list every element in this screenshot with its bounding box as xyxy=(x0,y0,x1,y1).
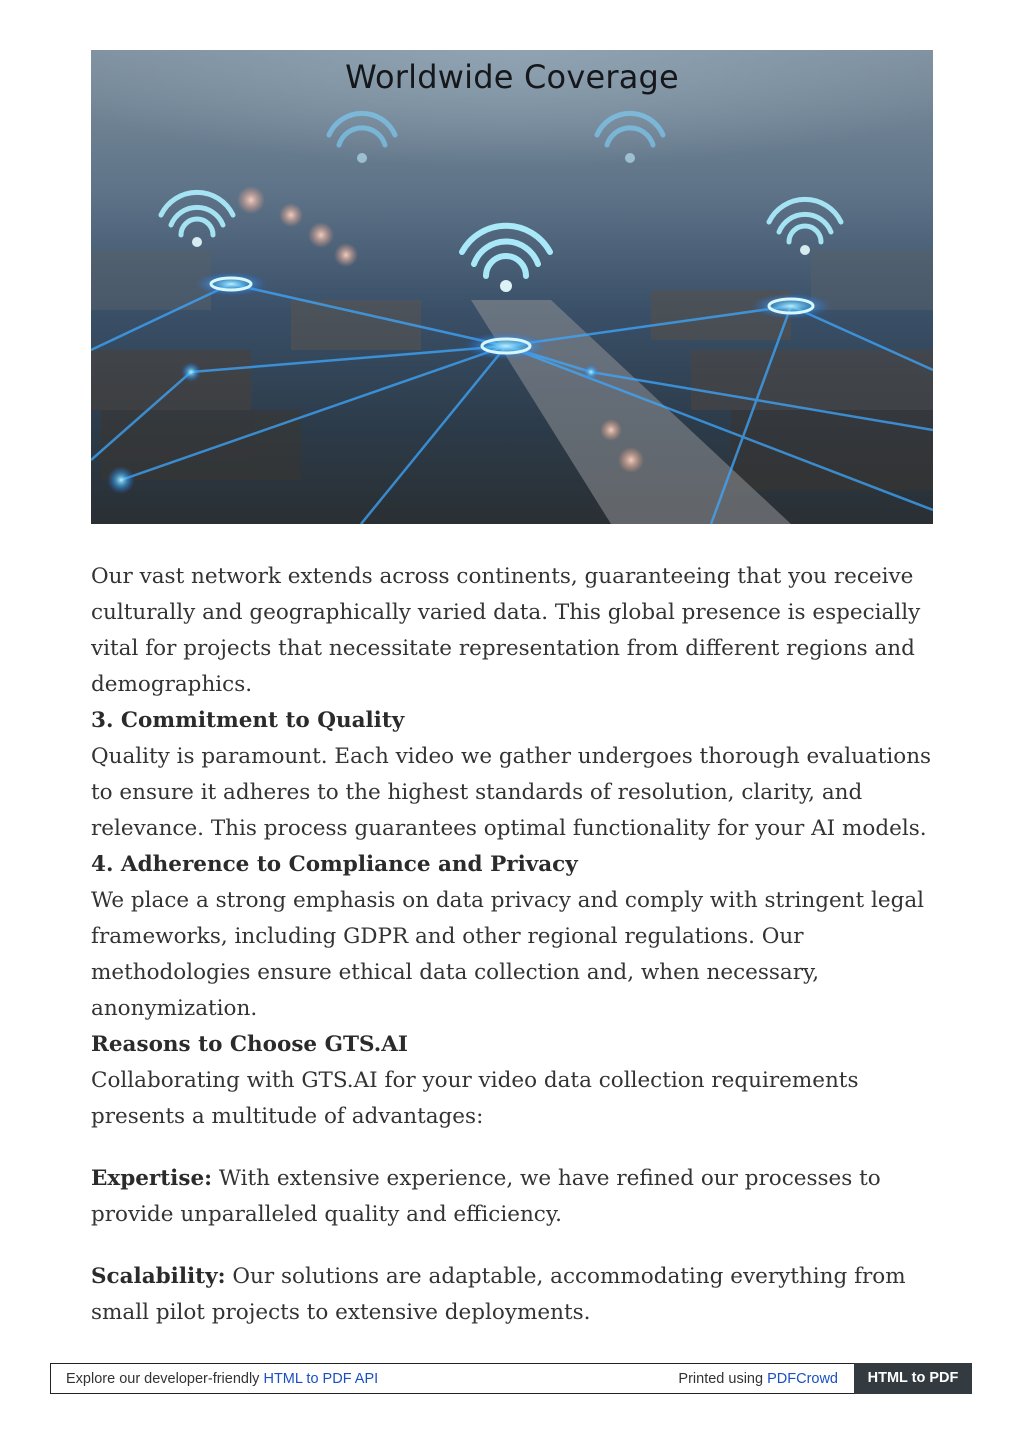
html-to-pdf-api-link[interactable]: HTML to PDF API xyxy=(263,1371,379,1387)
pdfcrowd-link[interactable]: PDFCrowd xyxy=(767,1371,838,1387)
html-to-pdf-button[interactable]: HTML to PDF xyxy=(854,1363,972,1394)
reasons-paragraph: Collaborating with GTS.AI for your video data collection requirements presents a multitude of advantages: xyxy=(91,1068,859,1129)
wifi-icon xyxy=(161,192,233,247)
scalability-text: Our solutions are adaptable, accommodating everything from small pilot projects to extensive deployments. xyxy=(91,1264,906,1325)
intro-paragraph: Our vast network extends across continents, guaranteeing that you receive culturally and geographically varied data. This global presence is especially vital for projects that necessitate representation from different regions and demographics. xyxy=(91,564,921,697)
reasons-heading: Reasons to Choose GTS.AI xyxy=(91,1032,408,1057)
printed-text: Printed using xyxy=(678,1371,768,1387)
section4-heading: 4. Adherence to Compliance and Privacy xyxy=(91,852,578,877)
expertise-item xyxy=(91,1161,933,1233)
wifi-icon xyxy=(462,226,550,292)
hero-title: Worldwide Coverage xyxy=(345,58,679,96)
section4-paragraph: We place a strong emphasis on data privacy and comply with stringent legal frameworks, including GDPR and other regional regulations. Our methodologies ensure ethical data collection and, when necessary, anonymization. xyxy=(91,888,925,1021)
wifi-icon xyxy=(769,199,841,255)
wifi-icon xyxy=(329,113,395,163)
printed-note xyxy=(678,1371,838,1387)
scalability-item xyxy=(91,1259,933,1331)
expertise-text: With extensive experience, we have refined our processes to provide unparalleled quality and efficiency. xyxy=(91,1166,881,1227)
hero-image xyxy=(91,50,933,524)
network-illustration xyxy=(91,50,933,524)
section3-heading: 3. Commitment to Quality xyxy=(91,708,405,733)
explore-note xyxy=(66,1371,378,1387)
scalability-label: Scalability: xyxy=(91,1264,226,1289)
expertise-label: Expertise: xyxy=(91,1166,213,1191)
wifi-icon xyxy=(597,113,663,163)
pdf-footer-bar xyxy=(50,1363,972,1394)
section3-paragraph: Quality is paramount. Each video we gather undergoes thorough evaluations to ensure it adheres to the highest standards of resolution, clarity, and relevance. This process guarantees optimal functionality for your AI models. xyxy=(91,744,932,841)
article-body xyxy=(91,559,933,1331)
explore-text: Explore our developer-friendly xyxy=(66,1371,264,1387)
